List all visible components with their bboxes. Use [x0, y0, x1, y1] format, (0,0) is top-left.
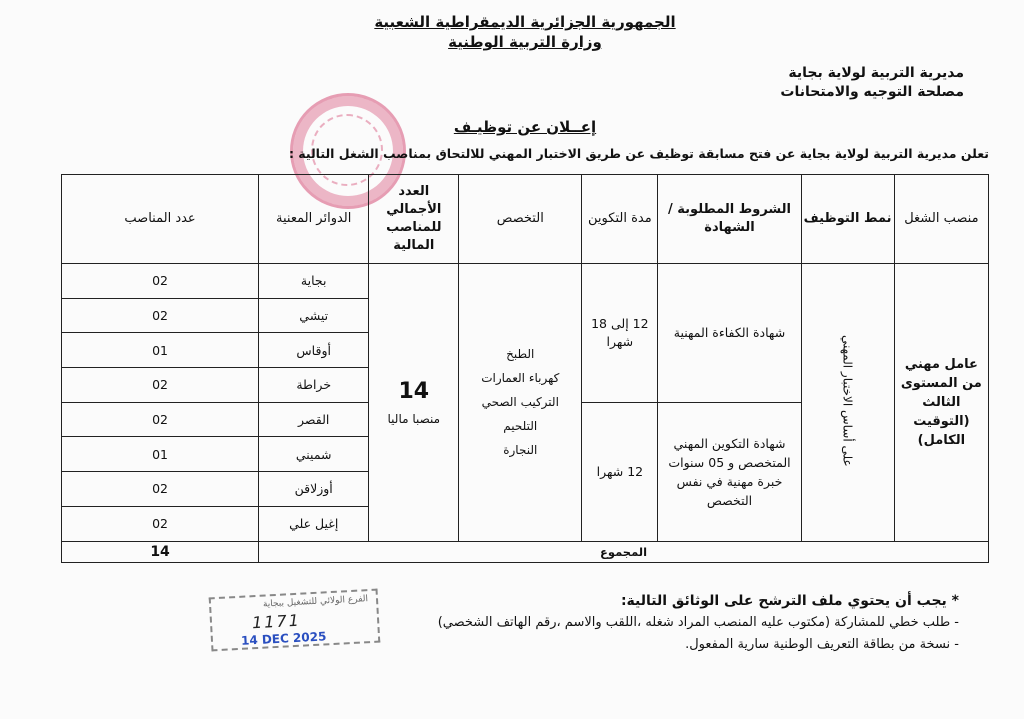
issuing-office [780, 64, 964, 102]
district-name: أوقاس [259, 333, 369, 368]
district-name: أوزلاقن [259, 472, 369, 507]
conditions-cell-2: شهادة التكوين المهني المتخصص و 05 سنوات خبرة مهنية في نفس التخصص [658, 402, 801, 541]
header-position: منصب الشغل [894, 175, 988, 264]
district-count: 02 [62, 298, 259, 333]
specialty-item: التركيب الصحي [481, 395, 559, 410]
documents-title: * يجب أن يحتوي ملف الترشح على الوثائق التالية: [620, 593, 959, 609]
positions-table [61, 174, 989, 563]
total-number: 14 [398, 378, 430, 404]
district-name: القصر [259, 402, 369, 437]
intro-text: تعلن مديرية التربية لولاية بجاية عن فتح مسابقة توظيف عن طريق الاختبار المهني للالتحاق بمناصب الشغل التالية : [288, 146, 989, 161]
ministry-title: وزارة التربية الوطنية [448, 33, 602, 51]
republic-title: الجمهورية الجزائرية الديمقراطية الشعبية [374, 13, 676, 31]
header-specialty: التخصص [459, 175, 582, 264]
header-duration: مدة التكوين [582, 175, 658, 264]
registry-header: الفرع الولائي للتشغيل ببجاية [262, 594, 369, 610]
district-count: 02 [62, 368, 259, 403]
registry-date: 14 DEC 2025 [240, 629, 327, 648]
duration-cell-1: 12 إلى 18 شهرا [582, 264, 658, 403]
document-title: إعــلان عن توظيـف [453, 118, 597, 136]
document-item: - نسخة من بطاقة التعريف الوطنية سارية المفعول. [685, 637, 959, 652]
mode-text: على أساس الاختبار المهني [840, 334, 855, 467]
required-documents [438, 590, 959, 656]
specialty-item: النجارة [503, 443, 538, 458]
specialty-item: التلحيم [503, 419, 538, 434]
document-item: - طلب خطي للمشاركة (مكتوب عليه المنصب المراد شغله ،اللقب والاسم ،رقم الهاتف الشخصي) [437, 615, 959, 630]
table-header-row [62, 175, 989, 264]
sum-label: المجموع [259, 541, 989, 562]
header-districts: الدوائر المعنية [259, 175, 369, 264]
district-count: 01 [62, 437, 259, 472]
district-name: شميني [259, 437, 369, 472]
directorate-name: مديرية التربية لولاية بجاية [788, 65, 964, 81]
mode-cell [801, 264, 894, 542]
registry-number: 1171 [251, 610, 302, 633]
total-cell [369, 264, 459, 542]
position-cell: عامل مهني من المستوى الثالث (التوقيت الكامل) [894, 264, 988, 542]
specialty-item: كهرباء العمارات [481, 371, 560, 386]
district-count: 02 [62, 472, 259, 507]
header-mode: نمط التوظيف [801, 175, 894, 264]
duration-cell-2: 12 شهرا [582, 402, 658, 541]
registry-stamp [209, 589, 381, 652]
district-count: 02 [62, 264, 259, 299]
conditions-cell-1: شهادة الكفاءة المهنية [658, 264, 801, 403]
district-name: إغيل علي [259, 506, 369, 541]
total-label: منصبا ماليا [387, 411, 441, 426]
specialty-cell [459, 264, 582, 542]
district-name: خراطة [259, 368, 369, 403]
district-name: تيشي [259, 298, 369, 333]
header-count: عدد المناصب [62, 175, 259, 264]
letterhead [350, 12, 700, 52]
district-count: 02 [62, 402, 259, 437]
header-total: العدد الأجمالي للمناصب المالية [369, 175, 459, 264]
header-conditions: الشروط المطلوبة / الشهادة [658, 175, 801, 264]
specialty-item: الطبخ [506, 347, 535, 362]
sum-row [62, 541, 989, 562]
sum-value: 14 [62, 541, 259, 562]
table-row [62, 264, 989, 299]
service-name: مصلحة التوجيه والامتحانات [780, 84, 964, 100]
district-count: 02 [62, 506, 259, 541]
district-count: 01 [62, 333, 259, 368]
district-name: بجاية [259, 264, 369, 299]
